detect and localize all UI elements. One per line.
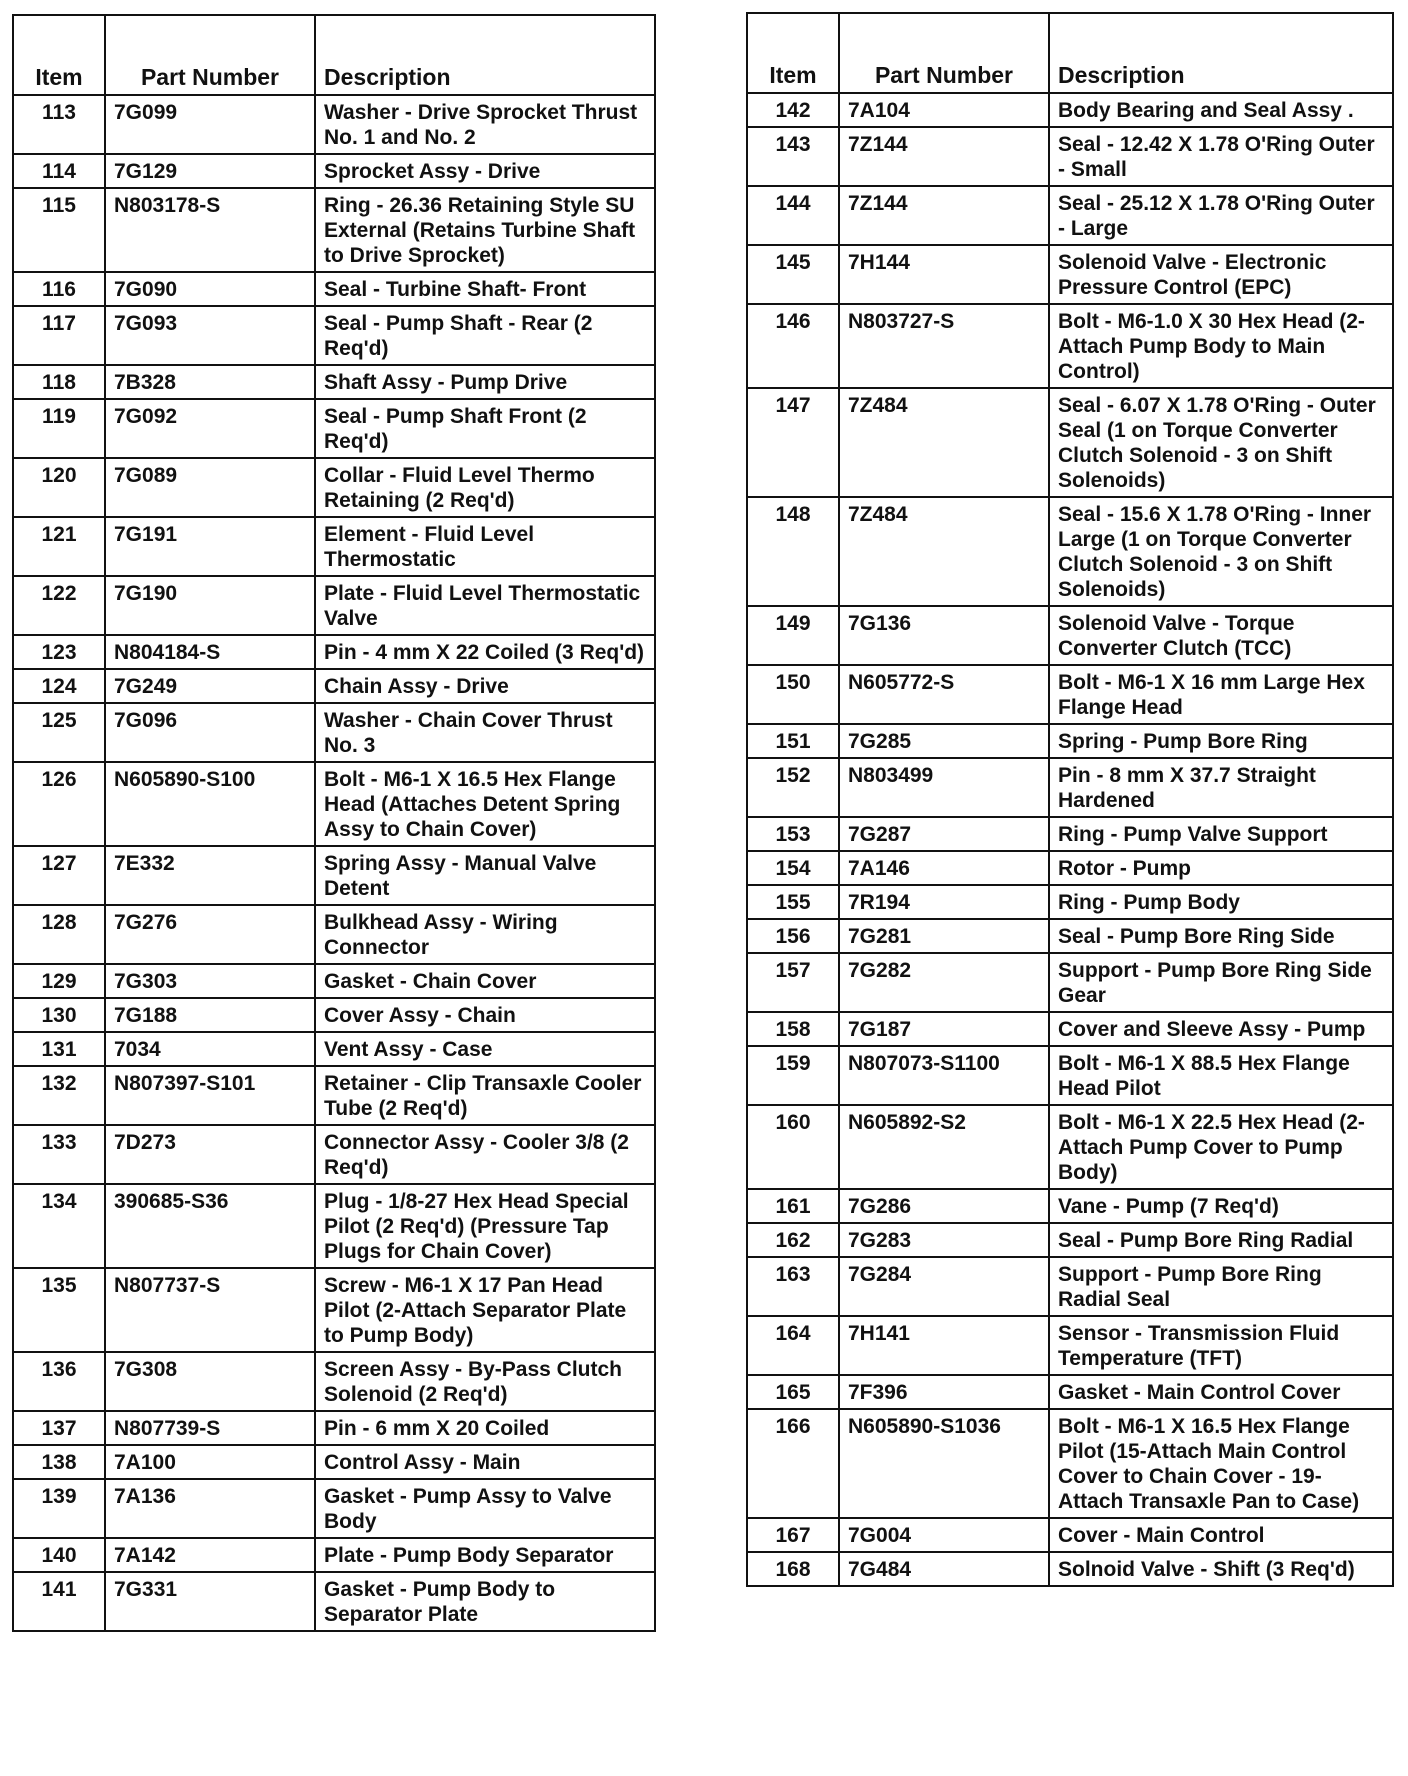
- part-number-cell: N605892-S2: [839, 1105, 1049, 1189]
- part-number-cell: 7H144: [839, 245, 1049, 304]
- table-row: [747, 1189, 1393, 1223]
- table-row: [13, 154, 655, 188]
- item-number-cell: 142: [747, 93, 839, 127]
- part-number-cell: N803178-S: [105, 188, 315, 272]
- part-number-cell: N807397-S101: [105, 1066, 315, 1125]
- description-cell: Seal - 6.07 X 1.78 O'Ring - Outer Seal (1 on Torque Converter Clutch Solenoid - 3 on Shift Solenoids): [1049, 388, 1393, 497]
- item-number-cell: 113: [13, 95, 105, 154]
- part-number-cell: 7Z144: [839, 186, 1049, 245]
- item-number-cell: 115: [13, 188, 105, 272]
- description-cell: Plate - Pump Body Separator: [315, 1538, 655, 1572]
- description-cell: Connector Assy - Cooler 3/8 (2 Req'd): [315, 1125, 655, 1184]
- part-number-cell: 7G287: [839, 817, 1049, 851]
- part-number-cell: N803727-S: [839, 304, 1049, 388]
- part-number-cell: 7G303: [105, 964, 315, 998]
- item-number-cell: 156: [747, 919, 839, 953]
- item-number-cell: 128: [13, 905, 105, 964]
- table-header-row: [747, 13, 1393, 93]
- item-number-cell: 146: [747, 304, 839, 388]
- table-row: [13, 1184, 655, 1268]
- part-number-cell: 7R194: [839, 885, 1049, 919]
- part-number-cell: 7A146: [839, 851, 1049, 885]
- part-number-cell: 7G089: [105, 458, 315, 517]
- part-number-cell: 7G308: [105, 1352, 315, 1411]
- item-number-cell: 132: [13, 1066, 105, 1125]
- part-number-cell: N803499: [839, 758, 1049, 817]
- description-cell: Cover Assy - Chain: [315, 998, 655, 1032]
- part-number-cell: 7034: [105, 1032, 315, 1066]
- description-cell: Support - Pump Bore Ring Side Gear: [1049, 953, 1393, 1012]
- item-number-cell: 162: [747, 1223, 839, 1257]
- item-number-cell: 114: [13, 154, 105, 188]
- table-row: [747, 1316, 1393, 1375]
- description-cell: Ring - 26.36 Retaining Style SU External (Retains Turbine Shaft to Drive Sprocket): [315, 188, 655, 272]
- part-number-cell: 7G092: [105, 399, 315, 458]
- table-row: [747, 1518, 1393, 1552]
- item-number-cell: 123: [13, 635, 105, 669]
- item-number-cell: 131: [13, 1032, 105, 1066]
- item-number-cell: 165: [747, 1375, 839, 1409]
- item-number-cell: 139: [13, 1479, 105, 1538]
- header-item: Item: [13, 15, 105, 95]
- part-number-cell: 7G191: [105, 517, 315, 576]
- part-number-cell: 390685-S36: [105, 1184, 315, 1268]
- parts-table-left: [12, 14, 656, 1632]
- item-number-cell: 130: [13, 998, 105, 1032]
- parts-table-right: [746, 12, 1394, 1587]
- description-cell: Sprocket Assy - Drive: [315, 154, 655, 188]
- table-row: [13, 1032, 655, 1066]
- description-cell: Seal - 12.42 X 1.78 O'Ring Outer - Small: [1049, 127, 1393, 186]
- description-cell: Seal - 15.6 X 1.78 O'Ring - Inner Large (1 on Torque Converter Clutch Solenoid - 3 on Shift Solenoids): [1049, 497, 1393, 606]
- description-cell: Support - Pump Bore Ring Radial Seal: [1049, 1257, 1393, 1316]
- table-row: [13, 846, 655, 905]
- description-cell: Bolt - M6-1 X 88.5 Hex Flange Head Pilot: [1049, 1046, 1393, 1105]
- table-row: [747, 1257, 1393, 1316]
- part-number-cell: 7G093: [105, 306, 315, 365]
- part-number-cell: N605890-S1036: [839, 1409, 1049, 1518]
- table-row: [13, 964, 655, 998]
- description-cell: Seal - Pump Shaft Front (2 Req'd): [315, 399, 655, 458]
- part-number-cell: 7G282: [839, 953, 1049, 1012]
- table-row: [747, 1105, 1393, 1189]
- item-number-cell: 134: [13, 1184, 105, 1268]
- part-number-cell: N807737-S: [105, 1268, 315, 1352]
- item-number-cell: 145: [747, 245, 839, 304]
- table-row: [747, 885, 1393, 919]
- part-number-cell: 7Z144: [839, 127, 1049, 186]
- table-row: [13, 576, 655, 635]
- description-cell: Seal - 25.12 X 1.78 O'Ring Outer - Large: [1049, 186, 1393, 245]
- part-number-cell: 7A104: [839, 93, 1049, 127]
- description-cell: Screw - M6-1 X 17 Pan Head Pilot (2-Attach Separator Plate to Pump Body): [315, 1268, 655, 1352]
- description-cell: Bulkhead Assy - Wiring Connector: [315, 905, 655, 964]
- item-number-cell: 138: [13, 1445, 105, 1479]
- item-number-cell: 153: [747, 817, 839, 851]
- table-row: [13, 365, 655, 399]
- table-row: [13, 458, 655, 517]
- table-header-row: [13, 15, 655, 95]
- table-row: [747, 388, 1393, 497]
- item-number-cell: 151: [747, 724, 839, 758]
- table-row: [13, 762, 655, 846]
- part-number-cell: N807739-S: [105, 1411, 315, 1445]
- item-number-cell: 121: [13, 517, 105, 576]
- table-row: [747, 817, 1393, 851]
- description-cell: Plate - Fluid Level Thermostatic Valve: [315, 576, 655, 635]
- part-number-cell: 7E332: [105, 846, 315, 905]
- header-item: Item: [747, 13, 839, 93]
- table-row: [13, 703, 655, 762]
- item-number-cell: 143: [747, 127, 839, 186]
- description-cell: Gasket - Chain Cover: [315, 964, 655, 998]
- description-cell: Seal - Pump Shaft - Rear (2 Req'd): [315, 306, 655, 365]
- item-number-cell: 124: [13, 669, 105, 703]
- description-cell: Bolt - M6-1.0 X 30 Hex Head (2-Attach Pump Body to Main Control): [1049, 304, 1393, 388]
- description-cell: Solenoid Valve - Torque Converter Clutch (TCC): [1049, 606, 1393, 665]
- table-row: [747, 1046, 1393, 1105]
- description-cell: Gasket - Pump Assy to Valve Body: [315, 1479, 655, 1538]
- part-number-cell: 7G286: [839, 1189, 1049, 1223]
- item-number-cell: 159: [747, 1046, 839, 1105]
- table-row: [747, 606, 1393, 665]
- table-body-right: [747, 93, 1393, 1586]
- description-cell: Gasket - Pump Body to Separator Plate: [315, 1572, 655, 1631]
- item-number-cell: 168: [747, 1552, 839, 1586]
- item-number-cell: 135: [13, 1268, 105, 1352]
- description-cell: Rotor - Pump: [1049, 851, 1393, 885]
- item-number-cell: 164: [747, 1316, 839, 1375]
- description-cell: Sensor - Transmission Fluid Temperature (TFT): [1049, 1316, 1393, 1375]
- table-row: [13, 669, 655, 703]
- item-number-cell: 150: [747, 665, 839, 724]
- table-row: [747, 724, 1393, 758]
- table-row: [13, 635, 655, 669]
- part-number-cell: 7Z484: [839, 388, 1049, 497]
- item-number-cell: 125: [13, 703, 105, 762]
- description-cell: Bolt - M6-1 X 22.5 Hex Head (2-Attach Pump Cover to Pump Body): [1049, 1105, 1393, 1189]
- description-cell: Ring - Pump Valve Support: [1049, 817, 1393, 851]
- table-row: [13, 905, 655, 964]
- description-cell: Pin - 4 mm X 22 Coiled (3 Req'd): [315, 635, 655, 669]
- item-number-cell: 149: [747, 606, 839, 665]
- description-cell: Spring Assy - Manual Valve Detent: [315, 846, 655, 905]
- part-number-cell: 7G284: [839, 1257, 1049, 1316]
- description-cell: Pin - 8 mm X 37.7 Straight Hardened: [1049, 758, 1393, 817]
- description-cell: Solenoid Valve - Electronic Pressure Control (EPC): [1049, 245, 1393, 304]
- table-row: [13, 1268, 655, 1352]
- table-row: [13, 1445, 655, 1479]
- part-number-cell: 7Z484: [839, 497, 1049, 606]
- table-row: [13, 517, 655, 576]
- table-row: [13, 1125, 655, 1184]
- item-number-cell: 122: [13, 576, 105, 635]
- item-number-cell: 137: [13, 1411, 105, 1445]
- table-row: [13, 188, 655, 272]
- item-number-cell: 154: [747, 851, 839, 885]
- description-cell: Washer - Drive Sprocket Thrust No. 1 and No. 2: [315, 95, 655, 154]
- header-part-number: Part Number: [105, 15, 315, 95]
- table-row: [13, 1538, 655, 1572]
- part-number-cell: N807073-S1100: [839, 1046, 1049, 1105]
- description-cell: Seal - Pump Bore Ring Side: [1049, 919, 1393, 953]
- item-number-cell: 117: [13, 306, 105, 365]
- description-cell: Bolt - M6-1 X 16.5 Hex Flange Head (Attaches Detent Spring Assy to Chain Cover): [315, 762, 655, 846]
- table-row: [747, 245, 1393, 304]
- table-row: [13, 1352, 655, 1411]
- part-number-cell: 7B328: [105, 365, 315, 399]
- table-row: [747, 758, 1393, 817]
- description-cell: Shaft Assy - Pump Drive: [315, 365, 655, 399]
- item-number-cell: 147: [747, 388, 839, 497]
- description-cell: Vane - Pump (7 Req'd): [1049, 1189, 1393, 1223]
- table-row: [13, 1066, 655, 1125]
- description-cell: Seal - Pump Bore Ring Radial: [1049, 1223, 1393, 1257]
- header-description: Description: [315, 15, 655, 95]
- item-number-cell: 148: [747, 497, 839, 606]
- part-number-cell: 7G249: [105, 669, 315, 703]
- table-row: [13, 1572, 655, 1631]
- item-number-cell: 119: [13, 399, 105, 458]
- description-cell: Gasket - Main Control Cover: [1049, 1375, 1393, 1409]
- part-number-cell: N605890-S100: [105, 762, 315, 846]
- table-row: [13, 1479, 655, 1538]
- description-cell: Ring - Pump Body: [1049, 885, 1393, 919]
- part-number-cell: 7G281: [839, 919, 1049, 953]
- part-number-cell: 7G099: [105, 95, 315, 154]
- item-number-cell: 136: [13, 1352, 105, 1411]
- table-row: [13, 306, 655, 365]
- item-number-cell: 116: [13, 272, 105, 306]
- item-number-cell: 155: [747, 885, 839, 919]
- part-number-cell: 7G136: [839, 606, 1049, 665]
- item-number-cell: 140: [13, 1538, 105, 1572]
- item-number-cell: 152: [747, 758, 839, 817]
- item-number-cell: 160: [747, 1105, 839, 1189]
- item-number-cell: 163: [747, 1257, 839, 1316]
- description-cell: Control Assy - Main: [315, 1445, 655, 1479]
- part-number-cell: 7A136: [105, 1479, 315, 1538]
- item-number-cell: 167: [747, 1518, 839, 1552]
- item-number-cell: 127: [13, 846, 105, 905]
- table-row: [747, 953, 1393, 1012]
- description-cell: Pin - 6 mm X 20 Coiled: [315, 1411, 655, 1445]
- part-number-cell: 7D273: [105, 1125, 315, 1184]
- part-number-cell: 7G004: [839, 1518, 1049, 1552]
- part-number-cell: 7H141: [839, 1316, 1049, 1375]
- table-row: [747, 665, 1393, 724]
- table-row: [747, 1012, 1393, 1046]
- item-number-cell: 129: [13, 964, 105, 998]
- part-number-cell: 7G283: [839, 1223, 1049, 1257]
- table-row: [747, 1223, 1393, 1257]
- table-row: [747, 93, 1393, 127]
- table-row: [747, 497, 1393, 606]
- part-number-cell: 7G285: [839, 724, 1049, 758]
- table-row: [13, 399, 655, 458]
- part-number-cell: 7G276: [105, 905, 315, 964]
- item-number-cell: 118: [13, 365, 105, 399]
- part-number-cell: 7A100: [105, 1445, 315, 1479]
- table-row: [747, 127, 1393, 186]
- description-cell: Chain Assy - Drive: [315, 669, 655, 703]
- part-number-cell: 7G188: [105, 998, 315, 1032]
- item-number-cell: 126: [13, 762, 105, 846]
- description-cell: Bolt - M6-1 X 16.5 Hex Flange Pilot (15-Attach Main Control Cover to Chain Cover - 19-Attach Transaxle Pan to Case): [1049, 1409, 1393, 1518]
- item-number-cell: 141: [13, 1572, 105, 1631]
- part-number-cell: 7G096: [105, 703, 315, 762]
- item-number-cell: 120: [13, 458, 105, 517]
- item-number-cell: 144: [747, 186, 839, 245]
- description-cell: Solnoid Valve - Shift (3 Req'd): [1049, 1552, 1393, 1586]
- description-cell: Cover - Main Control: [1049, 1518, 1393, 1552]
- description-cell: Seal - Turbine Shaft- Front: [315, 272, 655, 306]
- part-number-cell: 7A142: [105, 1538, 315, 1572]
- table-body-left: [13, 95, 655, 1631]
- item-number-cell: 133: [13, 1125, 105, 1184]
- description-cell: Spring - Pump Bore Ring: [1049, 724, 1393, 758]
- description-cell: Plug - 1/8-27 Hex Head Special Pilot (2 Req'd) (Pressure Tap Plugs for Chain Cover): [315, 1184, 655, 1268]
- table-row: [747, 1552, 1393, 1586]
- item-number-cell: 166: [747, 1409, 839, 1518]
- part-number-cell: 7G484: [839, 1552, 1049, 1586]
- part-number-cell: 7G090: [105, 272, 315, 306]
- item-number-cell: 161: [747, 1189, 839, 1223]
- part-number-cell: N804184-S: [105, 635, 315, 669]
- description-cell: Screen Assy - By-Pass Clutch Solenoid (2 Req'd): [315, 1352, 655, 1411]
- description-cell: Bolt - M6-1 X 16 mm Large Hex Flange Head: [1049, 665, 1393, 724]
- description-cell: Body Bearing and Seal Assy .: [1049, 93, 1393, 127]
- table-row: [747, 1409, 1393, 1518]
- table-row: [747, 304, 1393, 388]
- table-row: [747, 1375, 1393, 1409]
- item-number-cell: 158: [747, 1012, 839, 1046]
- description-cell: Washer - Chain Cover Thrust No. 3: [315, 703, 655, 762]
- part-number-cell: N605772-S: [839, 665, 1049, 724]
- table-row: [13, 1411, 655, 1445]
- description-cell: Collar - Fluid Level Thermo Retaining (2 Req'd): [315, 458, 655, 517]
- description-cell: Element - Fluid Level Thermostatic: [315, 517, 655, 576]
- description-cell: Retainer - Clip Transaxle Cooler Tube (2 Req'd): [315, 1066, 655, 1125]
- table-row: [13, 272, 655, 306]
- part-number-cell: 7F396: [839, 1375, 1049, 1409]
- table-row: [747, 186, 1393, 245]
- description-cell: Vent Assy - Case: [315, 1032, 655, 1066]
- header-part-number: Part Number: [839, 13, 1049, 93]
- item-number-cell: 157: [747, 953, 839, 1012]
- part-number-cell: 7G187: [839, 1012, 1049, 1046]
- part-number-cell: 7G190: [105, 576, 315, 635]
- header-description: Description: [1049, 13, 1393, 93]
- table-row: [13, 95, 655, 154]
- description-cell: Cover and Sleeve Assy - Pump: [1049, 1012, 1393, 1046]
- part-number-cell: 7G331: [105, 1572, 315, 1631]
- part-number-cell: 7G129: [105, 154, 315, 188]
- table-row: [13, 998, 655, 1032]
- table-row: [747, 919, 1393, 953]
- table-row: [747, 851, 1393, 885]
